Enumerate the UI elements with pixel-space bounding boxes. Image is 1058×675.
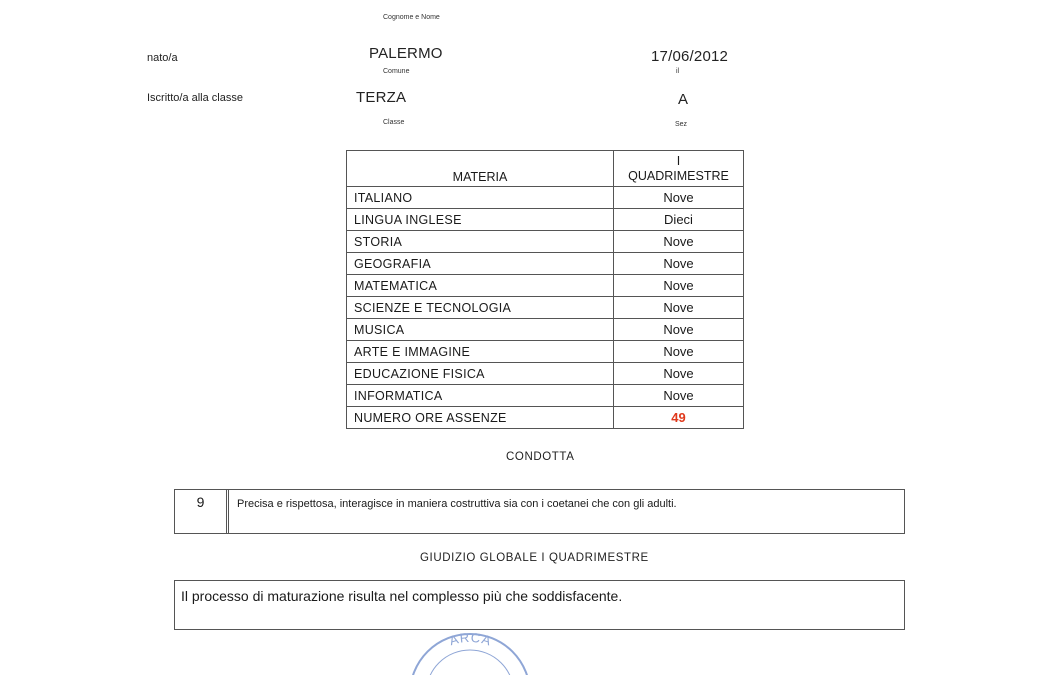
grade-row: [347, 407, 744, 429]
subject-cell: GEOGRAFIA: [347, 253, 614, 275]
subject-column-header: MATERIA: [347, 151, 614, 187]
grade-row: [347, 297, 744, 319]
grade-cell: Nove: [614, 385, 744, 407]
subject-cell: ITALIANO: [347, 187, 614, 209]
comune-caption: Comune: [383, 68, 410, 75]
term-header-line2: QUADRIMESTRE: [628, 169, 729, 183]
name-caption: Cognome e Nome: [383, 14, 440, 21]
class-label: Iscritto/a alla classe: [147, 92, 243, 104]
subject-cell: STORIA: [347, 231, 614, 253]
term-column-header: [614, 151, 744, 187]
class-value: TERZA: [356, 89, 407, 106]
conduct-score: 9: [175, 490, 229, 533]
birthplace-value: PALERMO: [369, 45, 443, 62]
grade-row: [347, 187, 744, 209]
grade-row: [347, 253, 744, 275]
grades-table: [346, 150, 744, 429]
subject-cell: SCIENZE E TECNOLOGIA: [347, 297, 614, 319]
born-label: nato/a: [147, 52, 178, 64]
grades-body: [347, 187, 744, 429]
school-stamp: [400, 632, 540, 675]
grade-cell: Nove: [614, 253, 744, 275]
grade-row: [347, 319, 744, 341]
class-caption: Classe: [383, 119, 405, 126]
subject-cell: EDUCAZIONE FISICA: [347, 363, 614, 385]
subject-cell: ARTE E IMMAGINE: [347, 341, 614, 363]
grade-cell: Nove: [614, 231, 744, 253]
date-caption: il: [676, 68, 680, 75]
conduct-box: [174, 489, 905, 534]
subject-cell: MUSICA: [347, 319, 614, 341]
conduct-title: CONDOTTA: [506, 451, 575, 463]
subject-cell: LINGUA INGLESE: [347, 209, 614, 231]
judgement-title: GIUDIZIO GLOBALE I QUADRIMESTRE: [420, 552, 649, 564]
grade-row: [347, 385, 744, 407]
grade-cell: 49: [614, 407, 744, 429]
grade-cell: Nove: [614, 363, 744, 385]
section-value: A: [678, 91, 689, 108]
grade-row: [347, 341, 744, 363]
term-header-line1: I: [676, 154, 681, 168]
judgement-text: Il processo di maturazione risulta nel complesso più che soddisfacente.: [181, 588, 623, 604]
grade-row: [347, 209, 744, 231]
stamp-text: ARCA: [447, 632, 494, 649]
grade-cell: Nove: [614, 187, 744, 209]
grade-row: [347, 231, 744, 253]
grade-cell: Nove: [614, 319, 744, 341]
subject-cell: INFORMATICA: [347, 385, 614, 407]
section-caption: Sez: [675, 121, 688, 128]
grade-cell: Nove: [614, 341, 744, 363]
conduct-text: Precisa e rispettosa, interagisce in maniera costruttiva sia con i coetanei che con gli adulti.: [237, 498, 677, 510]
subject-cell: MATEMATICA: [347, 275, 614, 297]
grade-row: [347, 275, 744, 297]
grade-cell: Nove: [614, 297, 744, 319]
grade-row: [347, 363, 744, 385]
grade-cell: Nove: [614, 275, 744, 297]
grade-cell: Dieci: [614, 209, 744, 231]
grades-header-row: [347, 151, 744, 187]
subject-cell: NUMERO ORE ASSENZE: [347, 407, 614, 429]
birthdate-value: 17/06/2012: [651, 48, 729, 65]
judgement-box: [174, 580, 905, 630]
